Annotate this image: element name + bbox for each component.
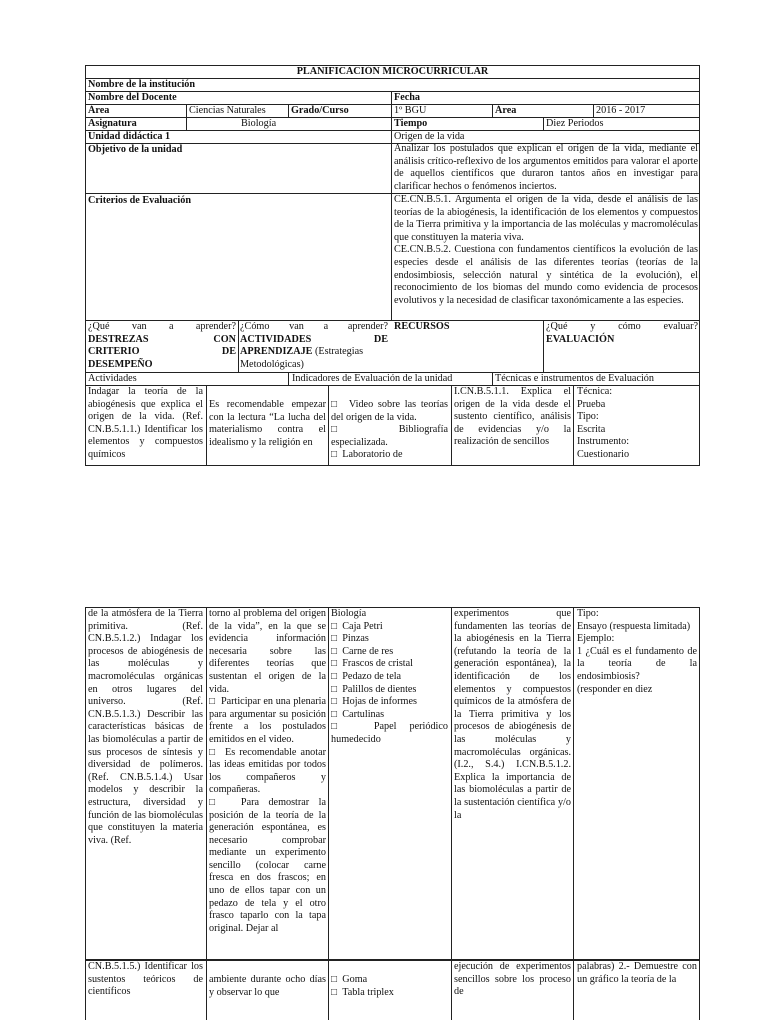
subject-label: Asignatura bbox=[88, 118, 137, 129]
p3-actividades: ambiente durante ocho días y observar lo que bbox=[209, 974, 326, 998]
unit-value: Origen de la vida bbox=[394, 131, 465, 142]
p1-indicadores: I.CN.B.5.1.1. Explica el origen de la vida desde el sustento científico, análisis de evidencias y/o la realización de sencillos bbox=[454, 386, 571, 448]
column-evaluacion-header bbox=[546, 321, 698, 372]
col-actividades-title-1: ACTIVIDADES DE bbox=[240, 333, 388, 345]
p1-recurso-video: □ Video sobre las teorías del origen de la vida. bbox=[331, 399, 448, 424]
p2-recurso-item: □ Carne de res bbox=[331, 646, 448, 659]
p3-recurso-tabla: □ Tabla triplex bbox=[331, 987, 448, 1000]
column-actividades-header bbox=[240, 321, 388, 372]
p3-recursos bbox=[331, 974, 448, 1020]
col-actividades-strategies: (Estrategias bbox=[312, 346, 364, 358]
subheader-indicadores: Indicadores de Evaluación de la unidad bbox=[292, 373, 453, 384]
p2-recurso-item: □ Frascos de cristal bbox=[331, 658, 448, 671]
teacher-label: Nombre del Docente bbox=[88, 92, 177, 103]
document-title: PLANIFICACIÓN MICROCURRICULAR bbox=[296, 66, 489, 77]
area2-label: Área bbox=[495, 105, 517, 116]
p2-actividad-4: □ Para demostrar la posición de la teoría de la generación espontánea, es necesario comprobar mediante un experimento sencillo (colocar carne fresca en dos frascos; en uno de ellos tapar con un pedazo de tela y el otro frasco taparlo con la tapa original. Dejar al bbox=[209, 797, 326, 936]
p1-recurso-laboratorio: □ Laboratorio de bbox=[331, 449, 448, 462]
p2-recurso-item: □ Caja Petri bbox=[331, 621, 448, 634]
criteria-ce2: CE.CN.B.5.2. Cuestiona con fundamentos científicos la evolución de las especies desde el análisis de las diferentes teorías (teorías de la endosimbiosis, selección natural y sintética de la evolución), el reconocimiento de los biomas del mundo como evidencia de procesos evolutivos y la necesidad de clasificar taxonómicamente a las especies. bbox=[394, 244, 698, 306]
p1-recursos bbox=[331, 399, 448, 465]
p2-tecnica-responder: (responder en diez bbox=[577, 683, 653, 695]
p2-actividades bbox=[209, 608, 326, 958]
p2-recurso-item: □ Cartulinas bbox=[331, 709, 448, 722]
column-destrezas-header bbox=[88, 321, 236, 372]
p2-destrezas: de la atmósfera de la Tierra primitiva. (Ref. CN.B.5.1.2.) Indagar los procesos de abiogénesis de las moléculas y macromoléculas orgánicas en otros lugares del universo. (Ref. CN.B.5.1.3.) Describir las características básicas de las biomoléculas a partir de sus procesos de síntesis y diversidad de polímeros. (Ref. CN.B.5.1.4.) Usar modelos y describir la estructura, diversidad y función de las biomoléculas que constituyen la materia viva. (Ref. bbox=[88, 608, 203, 846]
p1-tecnicas: Técnica: Prueba Tipo: Escrita Instrumento: Cuestionario bbox=[577, 386, 630, 460]
p2-tecnica-pregunta: 1 ¿Cuál es el fundamento de la teoría de la endosimbiosis? bbox=[577, 645, 697, 682]
col-destrezas-title-2: CRITERIO DE bbox=[88, 346, 236, 358]
p2-recurso-item: □ Pedazo de tela bbox=[331, 671, 448, 684]
p3-destrezas: CN.B.5.1.5.) Identificar los sustentos teóricos de científicos bbox=[88, 961, 203, 998]
time-value: Diez Periodos bbox=[546, 118, 604, 129]
criteria-ce1: CE.CN.B.5.1. Argumenta el origen de la vida, desde el análisis de las teorías de la abiogénesis, la identificación de los elementos y compuestos de la Tierra primitiva y la importancia de las moléculas y macromoléculas que constituyen la materia viva. bbox=[394, 194, 698, 243]
p2-recursos bbox=[331, 608, 448, 958]
p2-actividad-3: □ Es recomendable anotar las ideas emitidas por todos los compañeros y compañeras. bbox=[209, 747, 326, 797]
col-destrezas-title-1: DESTREZAS CON bbox=[88, 333, 236, 345]
institution-label: Nombre de la institución bbox=[88, 79, 196, 90]
criteria-label: Criterios de Evaluación bbox=[88, 195, 191, 206]
objective-text: Analizar los postulados que explican el origen de la vida, mediante el análisis crítico-reflexivo de los argumentos emitidos para valorar el aporte de aquellos científicos que duraron tantos años en investigar para clarificar hechos o fenómenos inciertos. bbox=[394, 143, 698, 192]
p2-recurso-papel: □ Papel periódico humedecido bbox=[331, 721, 448, 746]
p1-recurso-bibliografia: □ Bibliografía especializada. bbox=[331, 424, 448, 449]
p2-recurso-item: □ Pinzas bbox=[331, 633, 448, 646]
p2-tecnicas bbox=[577, 608, 697, 958]
area-label: Área bbox=[88, 105, 110, 116]
grade-value: 1º BGU bbox=[394, 105, 427, 116]
p2-tecnica-ejemplo: Ejemplo: bbox=[577, 633, 615, 645]
date-label: Fecha bbox=[394, 92, 421, 103]
column-recursos-header: RECURSOS bbox=[394, 321, 450, 332]
unit-label: Unidad didáctica 1 bbox=[88, 131, 171, 142]
col-actividades-methodological: Metodológicas) bbox=[240, 358, 304, 370]
criteria-text bbox=[394, 194, 698, 320]
col-evaluacion-title: EVALUACIÓN bbox=[546, 333, 615, 345]
col-actividades-title-2: APRENDIZAJE bbox=[240, 346, 313, 358]
col-evaluacion-question: ¿Qué y cómo evaluar? bbox=[546, 321, 698, 332]
time-label: Tiempo bbox=[394, 118, 428, 129]
p3-tecnicas: palabras) 2.- Demuestre con un gráfico la teoría de la bbox=[577, 961, 697, 985]
subheader-tecnicas: Técnicas e instrumentos de Evaluación bbox=[495, 373, 654, 384]
p2-tecnica-tipo: Tipo: bbox=[577, 608, 599, 619]
objective-label: Objetivo de la unidad bbox=[88, 144, 183, 155]
p3-recurso-goma: □ Goma bbox=[331, 974, 448, 987]
col-actividades-question: ¿Cómo van a aprender? bbox=[240, 321, 388, 332]
p2-tecnica-ensayo: Ensayo (respuesta limitada) bbox=[577, 620, 691, 632]
p2-indicadores: experimentos que fundamenten las teorías de la abiogénesis en la Tierra (refutando la teoría de la generación espontánea), la identificación de los elementos y compuestos químicos de la atmósfera de la Tierra primitiva y los procesos de abiogénesis de las moléculas y macromoléculas orgánicas. (I.2., S.4.) I.CN.B.5.1.2. Explica la importancia de las biomoléculas a partir de la sustentación científica y/o la bbox=[454, 608, 571, 821]
area-value: Ciencias Naturales bbox=[189, 105, 266, 116]
p2-actividad-1: torno al problema del origen de la vida”, en la que se evidencia información necesaria sobre las diferentes teorías que sustentan el origen de la vida. bbox=[209, 608, 326, 695]
col-destrezas-question: ¿Qué van a aprender? bbox=[88, 321, 236, 332]
grade-label: Grado/Curso bbox=[291, 105, 349, 116]
p1-actividades: Es recomendable empezar con la lectura “La lucha del materialismo contra el idealismo y la religión en bbox=[209, 399, 326, 448]
subheader-actividades: Actividades bbox=[88, 373, 137, 384]
p3-indicadores: ejecución de experimentos sencillos sobre los proceso de bbox=[454, 961, 571, 998]
col-destrezas-title-3: DESEMPEÑO bbox=[88, 358, 153, 370]
p2-recurso-item: □ Hojas de informes bbox=[331, 696, 448, 709]
p2-actividad-2: □ Participar en una plenaria para argumentar su posición frente a los postulados emitidos en el video. bbox=[209, 696, 326, 746]
p2-recurso-item: □ Palillos de dientes bbox=[331, 684, 448, 697]
subject-value: Biología bbox=[241, 118, 277, 129]
school-year-value: 2016 - 2017 bbox=[596, 105, 646, 116]
p1-destrezas: Indagar la teoría de la abiogénesis que explica el origen de la vida. (Ref. CN.B.5.1.1.) Identificar los elementos y compuestos químicos bbox=[88, 386, 203, 460]
p2-recursos-head: Biología bbox=[331, 608, 367, 619]
